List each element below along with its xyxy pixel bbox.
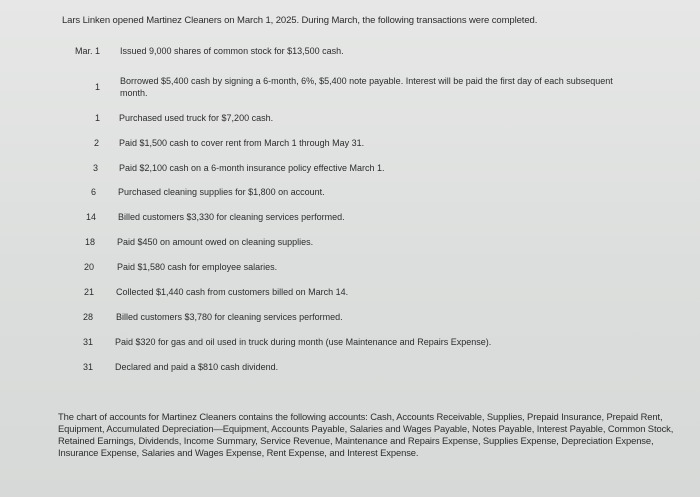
- transaction-date: 6: [90, 187, 96, 197]
- transaction-description: Collected $1,440 cash from customers billed on March 14.: [116, 287, 349, 297]
- transaction-description: Paid $1,500 cash to cover rent from March 1 through May 31.: [119, 138, 365, 148]
- transaction-date: 21: [83, 287, 94, 297]
- transaction-date: 31: [82, 337, 93, 347]
- transaction-description: Paid $1,580 cash for employee salaries.: [117, 262, 278, 272]
- transaction-date: 31: [82, 362, 93, 372]
- transaction-date: 28: [82, 312, 93, 322]
- chart-of-accounts-paragraph: The chart of accounts for Martinez Cleaners contains the following accounts: Cash, Accounts Receivable, Supplies, Prepaid Insurance, Prepaid Rent, Equipment, Accumulated Depreciation—Equipment, Accounts Payable, Salaries and Wages Payable, Notes Payable, Interest Payable, Common Stock, Retained Earnings, Dividends, Income Summary, Service Revenue, Maintenance and Repairs Expense, Supplies Expense, Depreciation Expense, Insurance Expense, Salaries and Wages Expense, Rent Expense, and Interest Expense.: [58, 411, 674, 458]
- transaction-description: Billed customers $3,780 for cleaning services performed.: [116, 312, 343, 322]
- transaction-description: Declared and paid a $810 cash dividend.: [115, 362, 279, 372]
- transaction-description: Purchased used truck for $7,200 cash.: [119, 113, 274, 123]
- intro-text: Lars Linken opened Martinez Cleaners on March 1, 2025. During March, the following transactions were completed.: [62, 15, 538, 26]
- transaction-description: Issued 9,000 shares of common stock for $13,500 cash.: [120, 46, 344, 56]
- transaction-date: 3: [92, 163, 98, 173]
- transaction-description: Purchased cleaning supplies for $1,800 on account.: [118, 187, 325, 197]
- transaction-date: 18: [84, 237, 95, 247]
- transaction-description: Paid $450 on amount owed on cleaning supplies.: [117, 237, 314, 247]
- transaction-date: 20: [83, 262, 94, 272]
- transaction-date: 14: [85, 212, 96, 222]
- transaction-description: Borrowed $5,400 cash by signing a 6-month, 6%, $5,400 note payable. Interest will be paid the first day of each subsequent month.: [120, 76, 613, 98]
- transaction-date: 1: [94, 113, 100, 123]
- transaction-description: Paid $320 for gas and oil used in truck during month (use Maintenance and Repairs Expense).: [115, 337, 492, 347]
- transaction-description: Paid $2,100 cash on a 6-month insurance policy effective March 1.: [119, 163, 385, 173]
- transaction-date: 2: [93, 138, 99, 148]
- transaction-date: 1: [94, 82, 100, 92]
- transaction-date: Mar. 1: [74, 46, 100, 56]
- transaction-description: Billed customers $3,330 for cleaning services performed.: [118, 212, 345, 222]
